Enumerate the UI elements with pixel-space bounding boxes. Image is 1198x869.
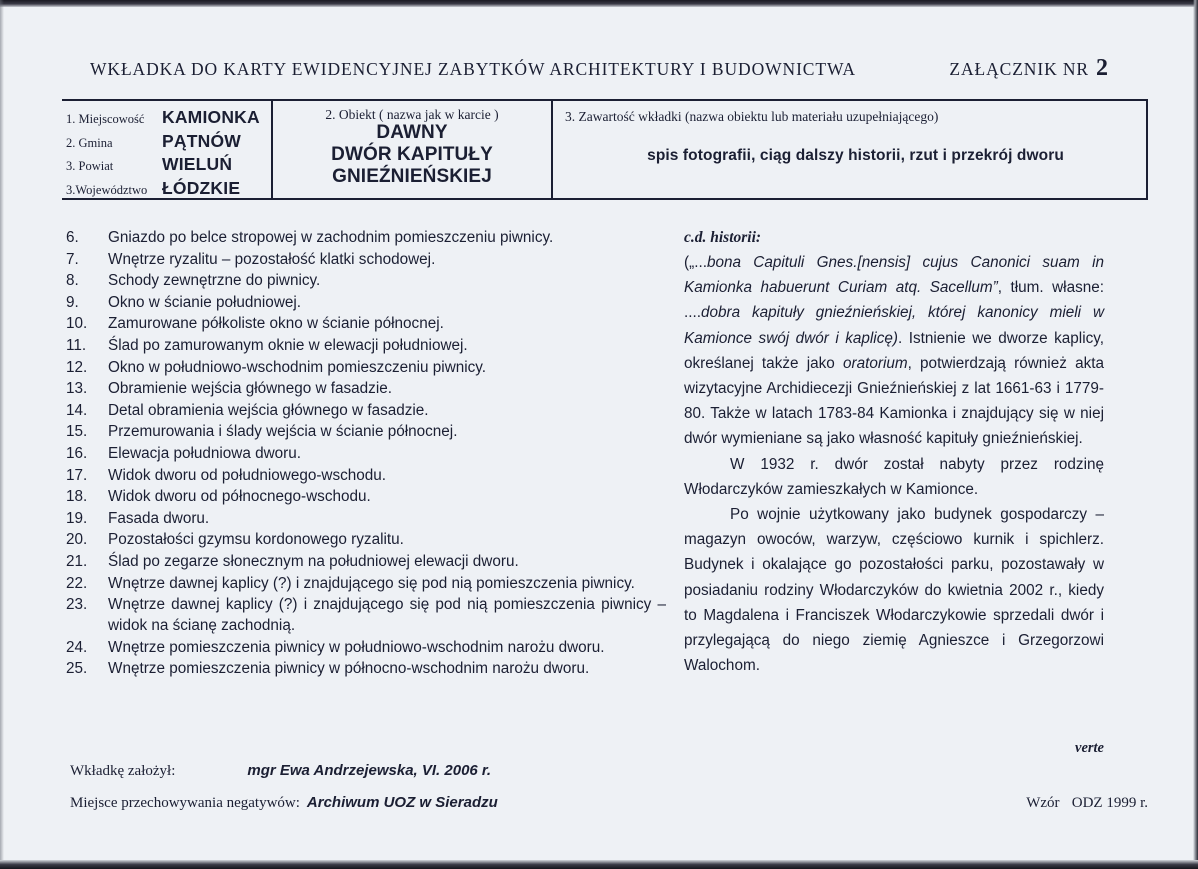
photo-item-number: 9. [66, 293, 79, 311]
photo-list-item [66, 357, 666, 378]
photo-item-text: Okno w ścianie południowej. [108, 293, 302, 311]
content-value: spis fotografii, ciąg dalszy historii, rzut i przekrój dworu [647, 147, 1064, 164]
photo-item-number: 13. [66, 380, 88, 398]
photo-list-item [66, 227, 666, 248]
photo-list-item [66, 658, 666, 679]
photo-list [66, 227, 666, 680]
photo-item-text: Schody zewnętrzne do piwnicy. [108, 272, 321, 290]
photo-item-number: 16. [66, 444, 88, 462]
object-name-line-1: DAWNY [376, 122, 448, 143]
object-name [273, 122, 551, 189]
location-value: KAMIONKA [162, 107, 260, 127]
photo-item-number: 23. [66, 596, 88, 614]
annex-number: 2 [1096, 55, 1108, 81]
photo-item-text: Widok dworu od południowego-wschodu. [108, 466, 387, 484]
header-cell-content [553, 101, 1146, 198]
negatives-label: Miejsce przechowywania negatywów: [70, 795, 300, 811]
photo-list-item [66, 335, 666, 356]
location-value: WIELUŃ [162, 154, 233, 174]
scan-edge-bottom [0, 860, 1198, 869]
photo-item-text: Ślad po zegarze słonecznym na południowej elewacji dworu. [108, 552, 519, 570]
history-p1-latin-quote: bona Capituli Gnes.[nensis] cujus Canonici suam in Kamionka habuerunt Curiam atq. Sacellum” [684, 254, 1104, 297]
photo-item-number: 20. [66, 531, 88, 549]
history-p1-oratorium: oratorium [842, 354, 908, 372]
photo-item-number: 22. [66, 574, 88, 592]
photo-item-number: 11. [66, 336, 87, 354]
photo-item-number: 7. [66, 250, 79, 268]
form-note-prefix: Wzór [1026, 795, 1060, 811]
history-heading: c.d. historii: [684, 229, 762, 246]
annex-label-group [949, 55, 1108, 82]
location-value: PĄTNÓW [162, 130, 241, 151]
photo-item-text: Gniazdo po belce stropowej w zachodnim pomieszczeniu piwnicy. [108, 229, 554, 246]
history-p1-open: („... [684, 254, 707, 271]
photo-item-number: 24. [66, 638, 88, 656]
photo-list-item [66, 270, 666, 291]
photo-list-item [66, 508, 666, 529]
history-section [684, 227, 1104, 678]
header-table [62, 99, 1148, 200]
content-label: 3. Zawartość wkładki (nazwa obiektu lub materiału uzupełniającego) [565, 109, 939, 124]
photo-item-number: 18. [66, 488, 88, 506]
photo-item-number: 12. [66, 358, 88, 376]
photo-list-item [66, 551, 666, 572]
history-p1-translation: dobra kapituły gnieźnieńskiej, której kanonicy mieli w Kamionce swój dwór i kaplicę) [684, 304, 1104, 347]
photo-item-number: 15. [66, 423, 88, 441]
history-p1-tail: , potwierdzają również akta wizytacyjne Archidiecezji Gnieźnieńskiej z lat 1661-63 i 1779-80. Także w latach 1783-84 Kamionka i znajdujący się w niej dwór wymieniane są jako własność kapituły gnieźnieńskiej. [684, 354, 1104, 448]
history-p1-mid: , tłum. własne: .... [684, 279, 1104, 322]
photo-item-text: Wnętrze pomieszczenia piwnicy w północno-wschodnim narożu dworu. [108, 660, 590, 678]
document-footer [70, 762, 1148, 826]
history-paragraph-1 [684, 250, 1104, 452]
photo-item-text: Zamurowane półkoliste okno w ścianie północnej. [108, 315, 444, 333]
location-label: 3. Powiat [66, 159, 114, 173]
document-title: WKŁADKA DO KARTY EWIDENCYJNEJ ZABYTKÓW ARCHITEKTURY I BUDOWNICTWA [90, 59, 856, 79]
photo-list-item [66, 529, 666, 550]
history-p1-cont: . Istnienie we dworze kaplicy, określanej także jako [684, 329, 1105, 372]
photo-item-number: 17. [66, 466, 88, 484]
location-label: 2. Gmina [66, 135, 113, 150]
history-paragraph-3: Po wojnie użytkowany jako budynek gospodarczy – magazyn owoców, warzyw, częściowo kurnik i spichlerz. Budynek i okalające go pozostałości parku, pozostawały w posiadaniu rodziny Włodarczyków do kwietnia 2002 r., kiedy to Magdalena i Franciszek Włodarczykowie sprzedali dwór i przylegającą do niego ziemię Agnieszce i Grzegorzowi Walochom. [684, 506, 1104, 675]
photo-item-number: 25. [66, 660, 88, 678]
document-header [90, 55, 1108, 82]
form-note-value: ODZ 1999 r. [1071, 795, 1148, 811]
photo-item-number: 10. [66, 315, 88, 333]
photo-item-number: 14. [66, 401, 88, 419]
photo-item-text: Pozostałości gzymsu kordonowego ryzalitu. [108, 531, 404, 549]
photo-item-text: Przemurowania i ślady wejścia w ścianie północnej. [108, 423, 458, 441]
photo-item-number: 19. [66, 509, 88, 527]
photo-list-item [66, 443, 666, 464]
created-by-label: Wkładkę założył: [70, 763, 176, 779]
photo-item-text: Okno w południowo-wschodnim pomieszczeniu piwnicy. [108, 358, 487, 376]
photo-list-item [66, 637, 666, 658]
header-cell-object [273, 101, 553, 198]
photo-list-item [66, 486, 666, 507]
scan-edge-left [0, 0, 4, 869]
photo-list-item [66, 594, 666, 636]
photo-item-text: Wnętrze dawnej kaplicy (?) i znajdującego się pod nią pomieszczenia piwnicy – widok na ścianę zachodnią. [108, 596, 666, 635]
photo-item-text: Wnętrze pomieszczenia piwnicy w południowo-wschodnim narożu dworu. [108, 638, 605, 656]
scan-edge-top [0, 0, 1198, 7]
photo-list-item [66, 465, 666, 486]
location-value: ŁÓDZKIE [162, 177, 241, 198]
photo-item-text: Detal obramienia wejścia głównego w fasadzie. [108, 401, 429, 419]
object-label: 2. Obiekt ( nazwa jak w karcie ) [325, 107, 499, 122]
created-by-value: mgr Ewa Andrzejewska, VI. 2006 r. [247, 762, 492, 779]
photo-item-number: 8. [66, 272, 79, 290]
object-name-line-2: DWÓR KAPITUŁY [331, 144, 493, 166]
photo-list-item [66, 573, 666, 594]
photo-item-number: 6. [66, 229, 79, 246]
form-note [1026, 795, 1148, 812]
location-row-wojewodztwo [66, 178, 271, 202]
photo-list-item [66, 421, 666, 442]
object-name-line-3: GNIEŹNIEŃSKIEJ [332, 166, 492, 188]
photo-item-text: Elewacja południowa dworu. [108, 444, 302, 462]
photo-list-item [66, 249, 666, 270]
location-label: 3.Województwo [66, 182, 148, 197]
footer-row-negatives [70, 794, 1148, 812]
photo-item-text: Obramienie wejścia głównego w fasadzie. [108, 380, 392, 398]
annex-label: ZAŁĄCZNIK NR [949, 59, 1089, 79]
photo-item-text: Wnętrze dawnej kaplicy (?) i znajdującego się pod nią pomieszczenia piwnicy. [108, 574, 635, 592]
negatives-value: Archiwum UOZ w Sieradzu [306, 794, 498, 811]
photo-list-item [66, 313, 666, 334]
header-cell-location [62, 101, 273, 198]
history-paragraph-2: W 1932 r. dwór został nabyty przez rodzinę Włodarczyków zamieszkałych w Kamionce. [684, 455, 1104, 498]
photo-list-item [66, 400, 666, 421]
photo-item-text: Widok dworu od północnego-wschodu. [108, 488, 371, 506]
photo-item-text: Ślad po zamurowanym oknie w elewacji południowej. [108, 336, 468, 354]
photo-list-item [66, 292, 666, 313]
photo-item-text: Fasada dworu. [108, 509, 210, 527]
photo-item-text: Wnętrze ryzalitu – pozostałość klatki schodowej. [108, 250, 436, 268]
photo-list-item [66, 378, 666, 399]
verte-note: verte [1075, 740, 1104, 756]
photo-item-number: 21. [66, 552, 88, 570]
location-row-miejscowosc [66, 107, 271, 131]
location-label: 1. Miejscowość [66, 112, 145, 126]
location-row-powiat [66, 154, 271, 178]
footer-row-created-by [70, 762, 1148, 780]
location-row-gmina [66, 131, 271, 155]
scan-edge-right [1193, 0, 1198, 869]
